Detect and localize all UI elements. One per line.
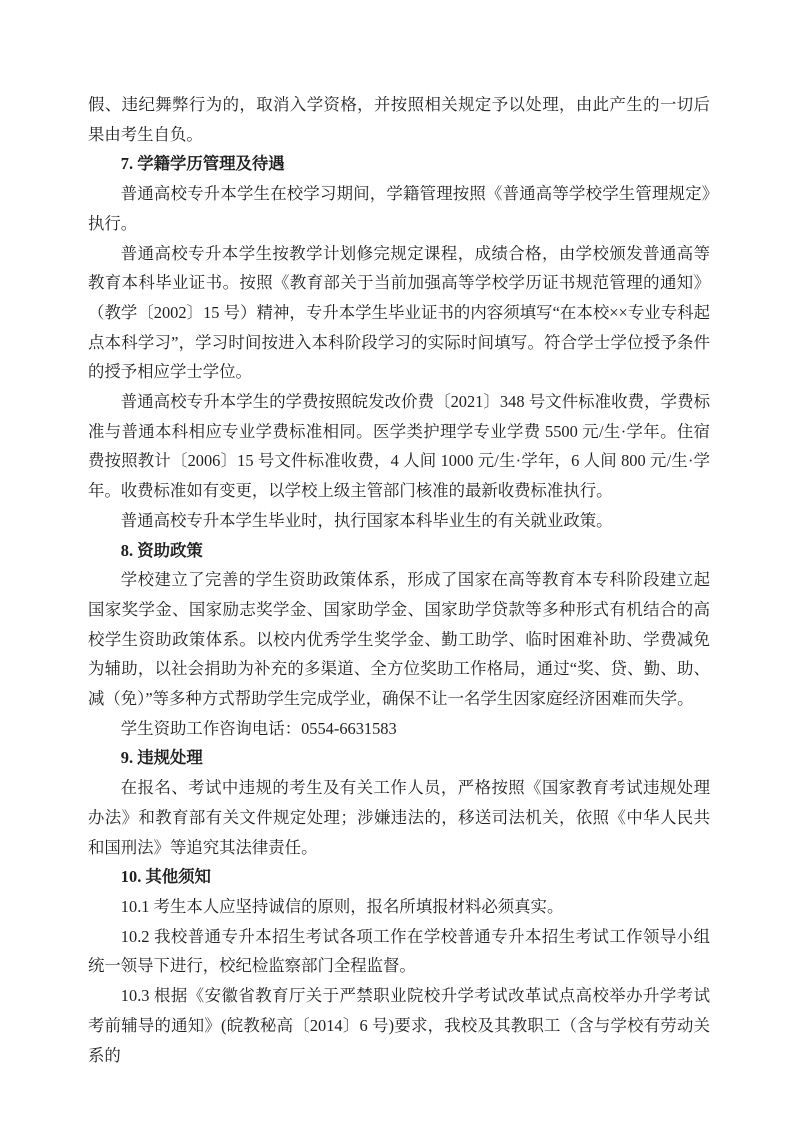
section7-paragraph-4: 普通高校专升本学生毕业时，执行国家本科毕业生的有关就业政策。 <box>120 510 613 530</box>
section-heading-7: 7. 学籍学历管理及待遇 <box>120 154 285 174</box>
section-heading-8: 8. 资助政策 <box>120 540 203 560</box>
item-10-2: 10.2 我校普通专升本招生考试各项工作在学校普通专升本招生考试工作领导小组统一领导下进行，校纪检监察部门全程监督。 <box>88 926 710 976</box>
section8-paragraph-1: 学校建立了完善的学生资助政策体系，形成了国家在高等教育本专科阶段建立起国家奖学金、国家励志奖学金、国家助学金、国家助学贷款等多种形式有机结合的高校学生资助政策体系。以校内优秀学生奖学金、勤工助学、临时困难补助、学费减免为辅助，以社会捐助为补充的多渠道、全方位奖助工作格局，通过“奖、贷、勤、助、减（免）”等多种方式帮助学生完成学业，确保不让一名学生因家庭经济困难而失学。 <box>88 570 710 709</box>
section7-paragraph-1: 普通高校专升本学生在校学习期间，学籍管理按照《普通高等学校学生管理规定》执行。 <box>88 184 710 233</box>
paragraph-carryover: 假、违纪舞弊行为的，取消入学资格，并按照相关规定予以处理，由此产生的一切后果由考生自负。 <box>88 95 710 144</box>
section8-phone-line: 学生资助工作咨询电话：0554-6631583 <box>120 718 397 738</box>
item-10-1: 10.1 考生本人应坚持诚信的原则，报名所填报材料必须真实。 <box>120 896 564 916</box>
item-10-3: 10.3 根据《安徽省教育厅关于严禁职业院校升学考试改革试点高校举办升学考试考前辅导的通知》(皖教秘高〔2014〕6 号)要求，我校及其教职工（含与学校有劳动关系的 <box>88 986 710 1065</box>
section9-paragraph-1: 在报名、考试中违规的考生及有关工作人员，严格按照《国家教育考试违规处理办法》和教育部有关文件规定处理；涉嫌违法的，移送司法机关，依照《中华人民共和国刑法》等追究其法律责任。 <box>88 778 710 857</box>
section7-paragraph-2: 普通高校专升本学生按教学计划修完规定课程，成绩合格，由学校颁发普通高等教育本科毕业证书。按照《教育部关于当前加强高等学校学历证书规范管理的通知》（教学〔2002〕15 号）精神，专升本学生毕业证书的内容须填写“在本校××专业专科起点本科学习”，学习时间按进入本科阶段学习的实际时间填写。符合学士学位授予条件的授予相应学士学位。 <box>88 243 710 382</box>
section7-paragraph-3-tuition: 普通高校专升本学生的学费按照皖发改价费〔2021〕348 号文件标准收费，学费标准与普通本科相应专业学费标准相同。医学类护理学专业学费 5500 元/生·学年。住宿费按照教计〔2006〕15 号文件标准收费，4 人间 1000 元/生·学年，6 人间 800 元/生·学年。收费标准如有变更，以学校上级主管部门核准的最新收费标准执行。 <box>88 392 710 501</box>
section-heading-10: 10. 其他须知 <box>120 867 211 887</box>
section-heading-9: 9. 违规处理 <box>120 748 203 768</box>
